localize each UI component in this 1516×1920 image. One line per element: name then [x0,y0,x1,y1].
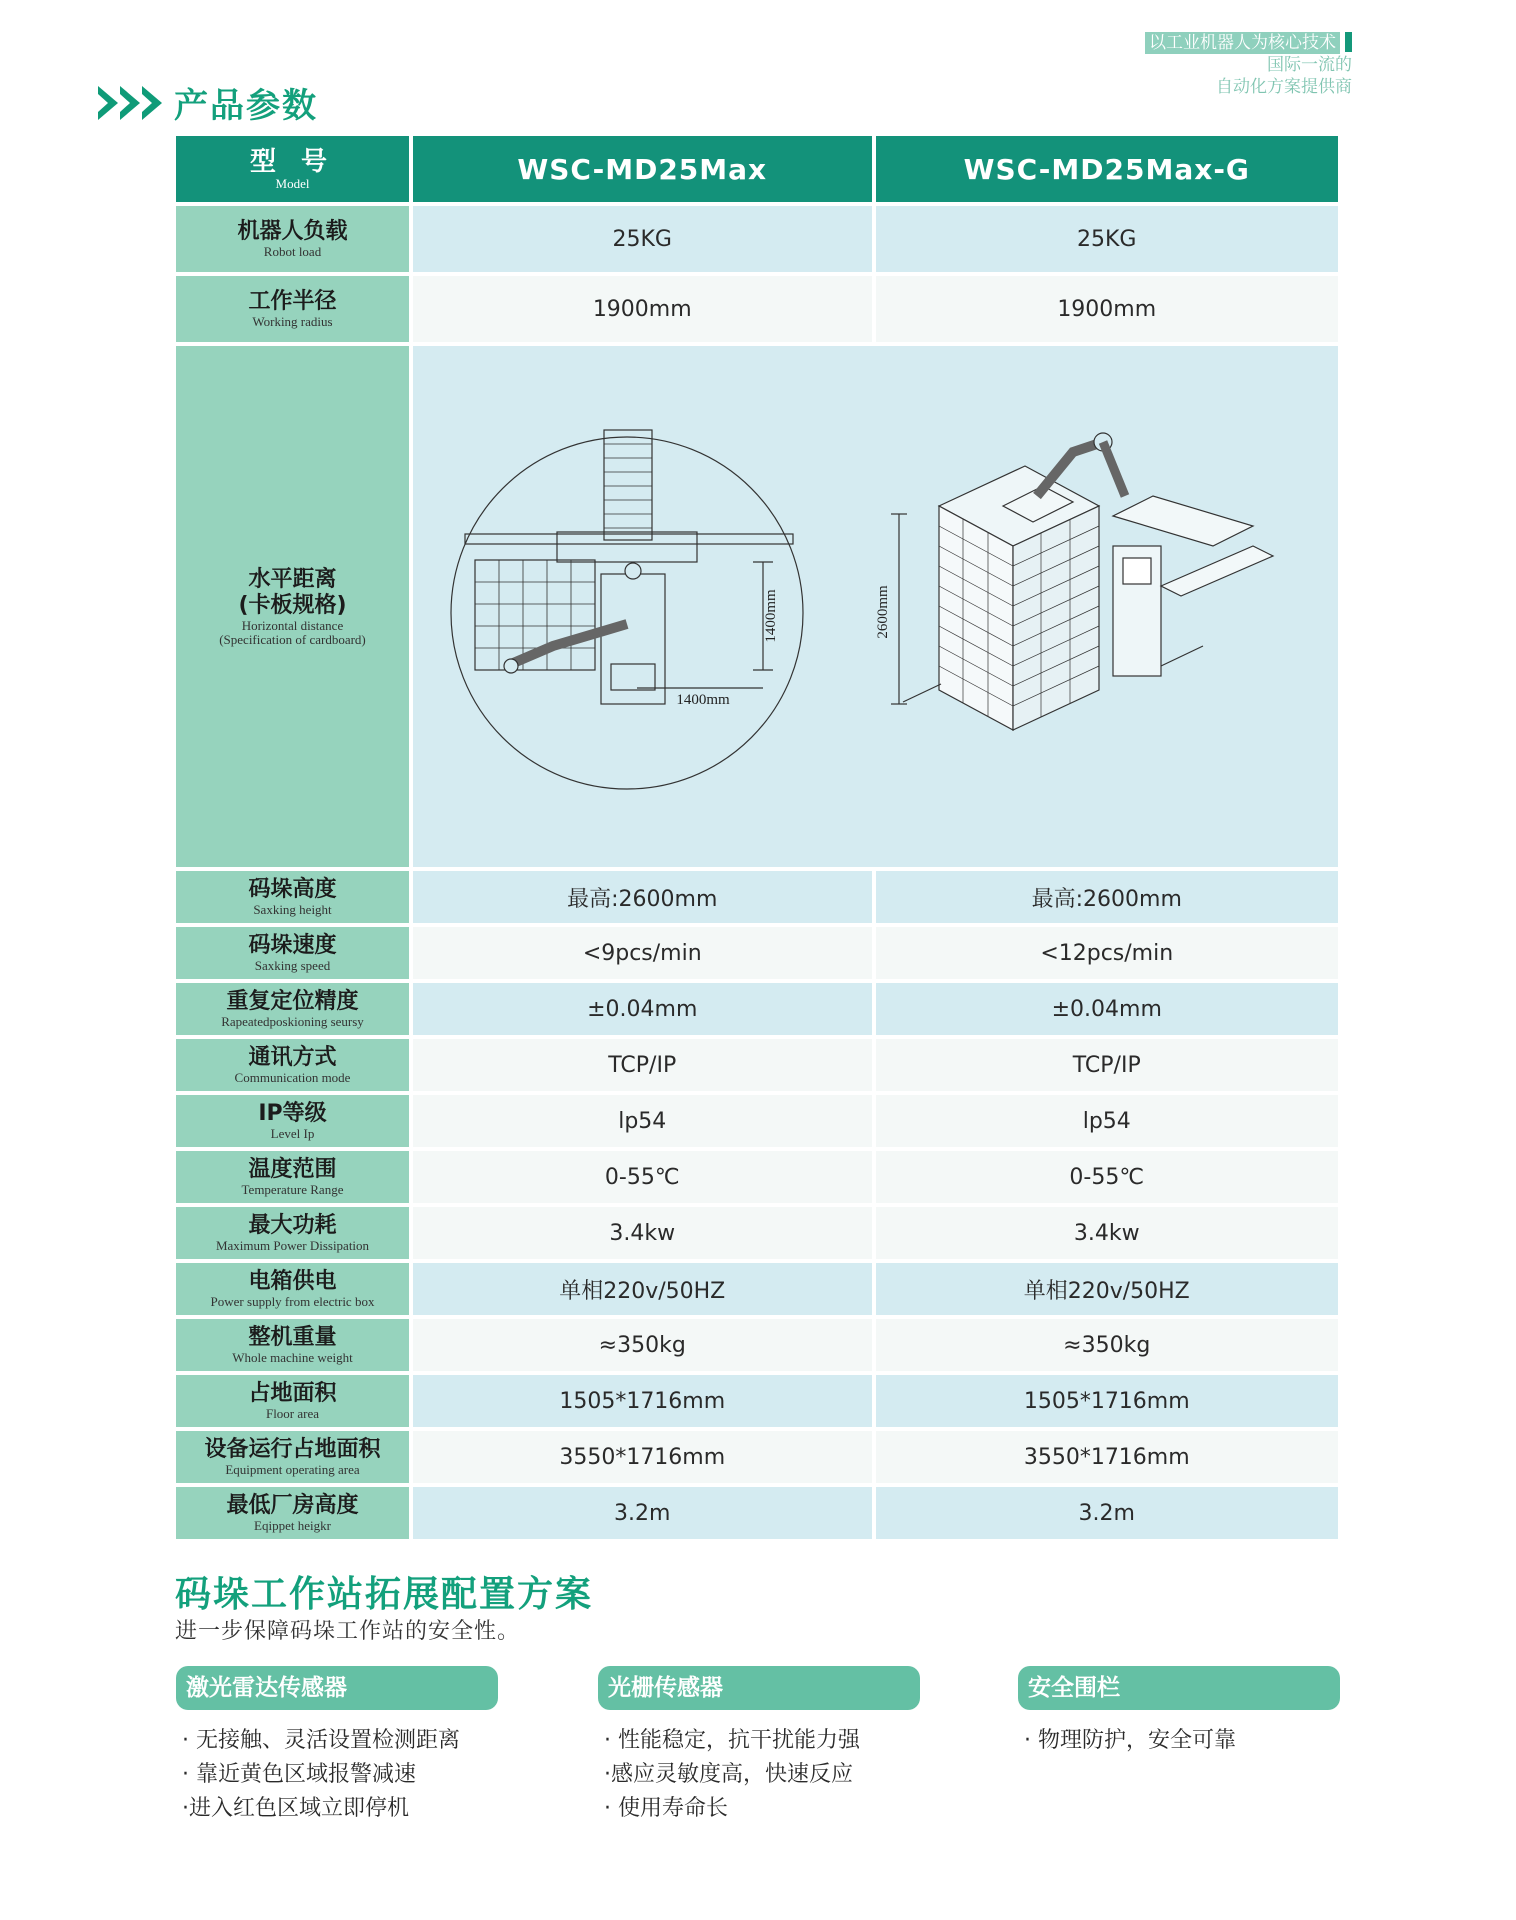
row-label-cn: 占地面积 [248,1381,337,1406]
row-label-cn: 整机重量 [248,1325,337,1350]
row-value-a: 3.2m [413,1487,876,1539]
row-label-en: Power supply from electric box [210,1294,375,1309]
header-label-en: Model [275,176,310,191]
table-row [176,1039,1338,1091]
row-label-cn: 码垛速度 [248,933,337,958]
extension-subtitle: 进一步保障码垛工作站的安全性。 [175,1619,521,1644]
header-model-b: WSC-MD25Max-G [876,136,1339,202]
row-label-en: Equipment operating area [225,1462,360,1477]
row-label-cn: 电箱供电 [248,1269,337,1294]
row-label [176,1039,413,1091]
list-item: ·感应灵敏度高，快速反应 [604,1762,853,1787]
row-label [176,871,413,923]
row-value-b: 3.4kw [876,1207,1339,1259]
diagram-cell [413,346,1338,867]
row-label [176,1431,413,1483]
row-value-a: 3550*1716mm [413,1431,876,1483]
row-label-en2: (Specification of cardboard) [219,631,366,647]
row-label [176,983,413,1035]
card-title: 激光雷达传感器 [176,1666,498,1710]
tagline-bar [1345,32,1352,52]
row-value-b: lp54 [876,1095,1339,1147]
row-value-a: TCP/IP [413,1039,876,1091]
table-row [176,206,1338,272]
section-title [98,78,318,127]
row-label-cn: 水平距离 [248,566,337,592]
row-value-b: 单相220v/50HZ [876,1263,1339,1315]
table-row [176,927,1338,979]
card-list [1018,1724,1340,1758]
card-title: 光栅传感器 [598,1666,920,1710]
list-item: · 物理防护，安全可靠 [1024,1728,1236,1753]
list-item: · 使用寿命长 [604,1796,728,1821]
row-label-cn: 最大功耗 [248,1213,337,1238]
row-label-en: Communication mode [234,1070,351,1085]
list-item: · 无接触、灵活设置检测距离 [182,1728,460,1753]
tagline-line1: 以工业机器人为核心技术 [1145,32,1340,54]
row-label-en: Maximum Power Dissipation [215,1238,370,1253]
row-value-b: 最高:2600mm [876,871,1339,923]
card-safety-fence [1018,1666,1340,1758]
row-value-a: 单相220v/50HZ [413,1263,876,1315]
row-value-b: 3550*1716mm [876,1431,1339,1483]
row-label [176,1487,413,1539]
row-value-b: 0-55℃ [876,1151,1339,1203]
row-value-b: TCP/IP [876,1039,1339,1091]
row-value-b: 25KG [876,206,1339,272]
row-label-cn: 温度范围 [248,1157,337,1182]
table-row [176,1151,1338,1203]
row-label-en: Working radius [252,314,333,329]
row-label-cn: 机器人负载 [237,219,348,244]
row-value-a: 1900mm [413,276,876,342]
row-value-b: 3.2m [876,1487,1339,1539]
header-model-a: WSC-MD25Max [413,136,876,202]
list-item: ·进入红色区域立即停机 [182,1796,409,1821]
table-row [176,276,1338,342]
row-value-b: ≈350kg [876,1319,1339,1371]
row-label [176,346,413,867]
chevron-right-icon [98,86,164,120]
row-value-b: <12pcs/min [876,927,1339,979]
row-label [176,276,413,342]
row-label [176,1263,413,1315]
diagram-row [176,346,1338,867]
iso-view-drawing [891,433,1273,730]
card-title: 安全围栏 [1018,1666,1340,1710]
card-lidar [176,1666,498,1826]
list-item: · 靠近黄色区域报警减速 [182,1762,416,1787]
row-label-en: Robot load [263,244,322,259]
header-label-cn: 型 号 [249,147,336,177]
row-label [176,1319,413,1371]
table-row [176,1487,1338,1539]
tagline [1145,32,1352,98]
row-label-en: Saxking speed [254,958,331,973]
table-row [176,1263,1338,1315]
row-label [176,1207,413,1259]
row-value-a: ±0.04mm [413,983,876,1035]
row-label-en: Saxking height [253,902,332,917]
row-label [176,1095,413,1147]
row-label-cn: 通讯方式 [248,1045,337,1070]
row-label-cn: 最低厂房高度 [226,1493,359,1518]
row-label-en: Temperature Range [241,1182,344,1197]
row-value-a: ≈350kg [413,1319,876,1371]
list-item: · 性能稳定，抗干扰能力强 [604,1728,860,1753]
top-view-drawing [451,430,803,789]
table-header-row [176,136,1338,202]
table-row [176,1431,1338,1483]
section-title-text: 产品参数 [174,86,318,126]
table-row [176,1207,1338,1259]
row-label-en: Horizontal distance [241,617,344,633]
table-row [176,1375,1338,1427]
row-value-a: 0-55℃ [413,1151,876,1203]
row-label-cn2: (卡板规格) [238,592,347,618]
row-label-en: Level Ip [270,1126,315,1141]
dim-label-h1: 1400mm [763,589,779,643]
row-label [176,1375,413,1427]
row-label [176,206,413,272]
tagline-line2: 国际一流的 [1267,55,1352,75]
card-list [176,1724,498,1826]
row-label-cn: 重复定位精度 [226,989,359,1014]
row-value-a: 25KG [413,206,876,272]
row-value-a: <9pcs/min [413,927,876,979]
row-label-cn: 设备运行占地面积 [204,1437,381,1462]
row-label-en: Whole machine weight [232,1350,353,1365]
row-value-a: 3.4kw [413,1207,876,1259]
row-label-en: Eqippet heigkr [254,1518,331,1533]
row-label-en: Rapeatedposkioning seursy [221,1014,364,1029]
tagline-line3: 自动化方案提供商 [1216,77,1352,97]
dim-label-v: 2600mm [875,585,891,639]
table-row [176,983,1338,1035]
row-value-a: 1505*1716mm [413,1375,876,1427]
spec-table [176,132,1338,1543]
row-value-a: lp54 [413,1095,876,1147]
dim-label-h2: 1400mm [676,692,730,708]
row-label [176,927,413,979]
layout-diagram [413,346,1334,867]
row-label-cn: 工作半径 [248,289,337,314]
row-value-b: 1900mm [876,276,1339,342]
row-label-en: Floor area [265,1406,320,1421]
extension-title: 码垛工作站拓展配置方案 [175,1574,594,1615]
table-row [176,1095,1338,1147]
card-list [598,1724,920,1826]
row-label-cn: IP等级 [258,1101,327,1126]
table-row [176,1319,1338,1371]
row-label-cn: 码垛高度 [248,877,337,902]
header-label-cell [176,136,413,202]
table-row [176,871,1338,923]
row-value-b: ±0.04mm [876,983,1339,1035]
card-light-curtain [598,1666,920,1826]
row-value-b: 1505*1716mm [876,1375,1339,1427]
row-value-a: 最高:2600mm [413,871,876,923]
row-label [176,1151,413,1203]
